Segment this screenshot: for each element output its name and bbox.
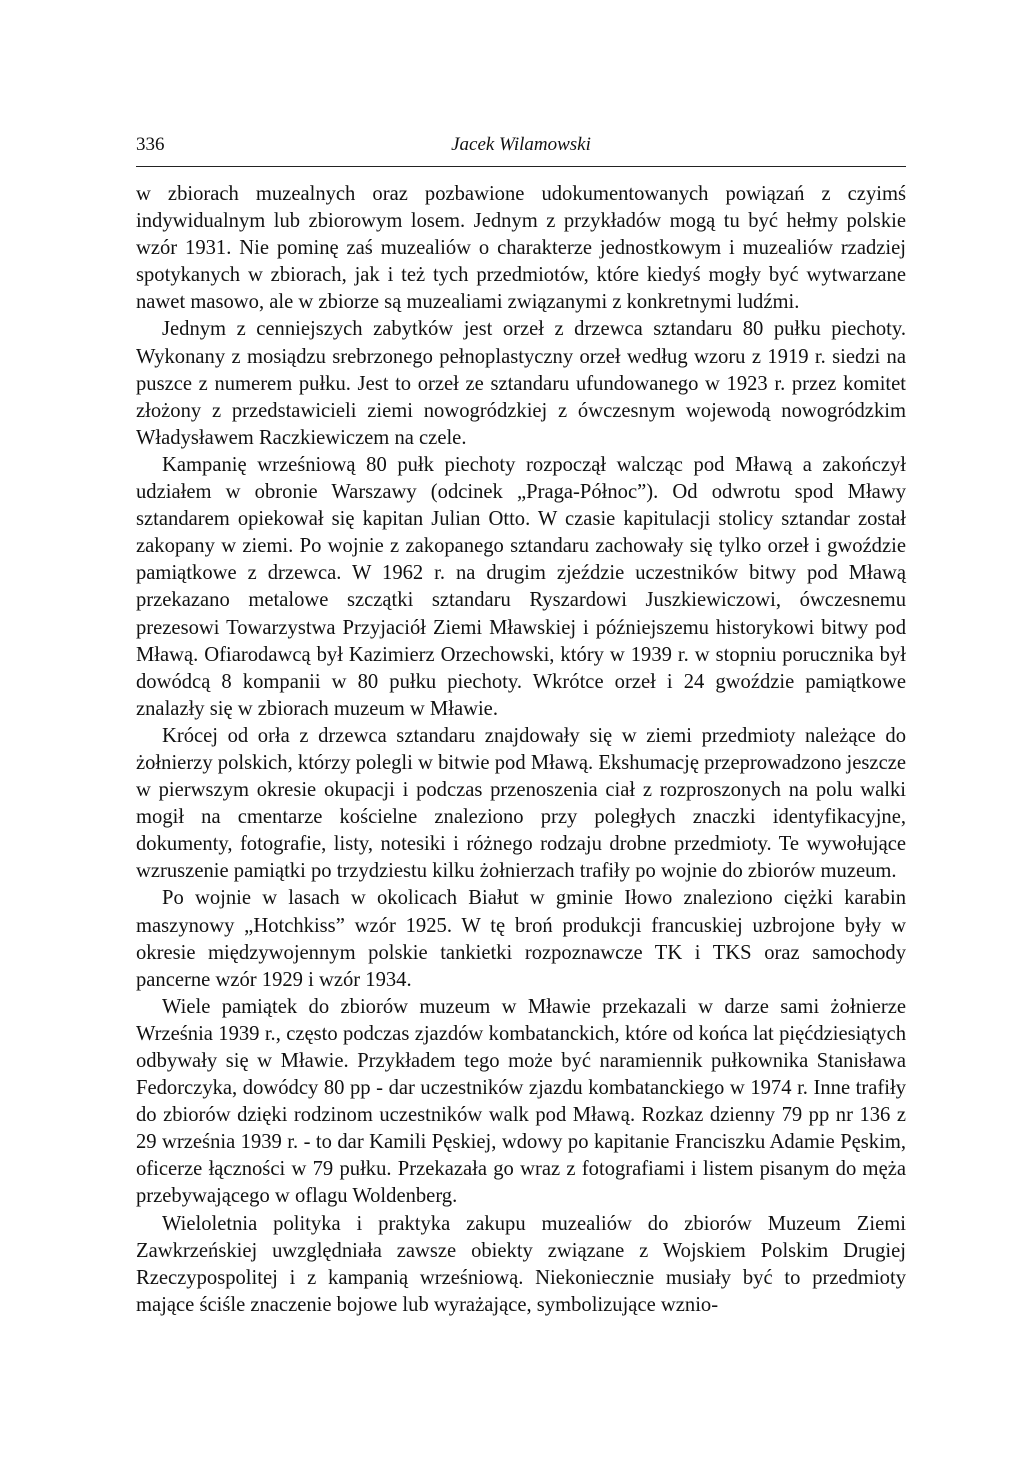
paragraph: w zbiorach muzealnych oraz pozbawione udokumentowanych powiązań z czyimś indywidualnym lub zbiorowym losem. Jednym z przykładów mogą tu być hełmy polskie wzór 1931. Nie pominę zaś muzealiów o charakterze jednostkowym i muzealiów rzadziej spotykanych w zbiorach, jak i też tych przedmiotów, które kiedyś mogły być wytwarzane nawet masowo, ale w zbiorze są muzealiami związanymi z konkretnymi ludźmi.: [136, 183, 906, 314]
paragraph: Wieloletnia polityka i praktyka zakupu muzealiów do zbiorów Muzeum Ziemi Zawkrzeńskiej uwzględniała zawsze obiekty związane z Wojskiem Polskim Drugiej Rzeczypospolitej i z kampanią wrześniową. Niekoniecznie musiały być to przedmioty mające ściśle znaczenie bojowe lub wyrażające, symbolizujące wznio-: [136, 1212, 906, 1316]
page-number: 336: [136, 134, 165, 155]
paragraph: Kampanię wrześniową 80 pułk piechoty rozpoczął walcząc pod Mławą a zakończył udziałem w obronie Warszawy (odcinek „Praga-Północ”). Od odwrotu spod Mławy sztandarem opiekował się kapitan Julian Otto. W czasie kapitulacji stolicy sztandar został zakopany w ziemi. Po wojnie z zakopanego sztandaru zachowały się tylko orzeł i gwoździe pamiątkowe z drzewca. W 1962 r. na drugim zjeździe uczestników bitwy pod Mławą przekazano metalowe szczątki sztandaru Ryszardowi Juszkiewiczowi, ówczesnemu prezesowi Towarzystwa Przyjaciół Ziemi Mławskiej i późniejszemu historykowi bitwy pod Mławą. Ofiarodawcą był Kazimierz Orzechowski, który w 1939 r. w stopniu porucznika był dowódcą 8 kompanii w 80 pułku piechoty. Wkrótce orzeł i 24 gwoździe pamiątkowe znalazły się w zbiorach muzeum w Mławie.: [136, 453, 906, 720]
running-head: Jacek Wilamowski: [451, 134, 591, 155]
paragraph: Wiele pamiątek do zbiorów muzeum w Mławie przekazali w darze sami żołnierze Września 1939 r., często podczas zjazdów kombatanckich, które od końca lat pięćdziesiątych odbywały się w Mławie. Przykładem tego może być naramiennik pułkownika Stanisława Fedorczyka, dowódcy 80 pp - dar uczestników zjazdu kombatanckiego w 1974 r. Inne trafiły do zbiorów dzięki rodzinom uczestników walk pod Mławą. Rozkaz dzienny 79 pp nr 136 z 29 września 1939 r. - to dar Kamili Pęskiej, wdowy po kapitanie Franciszku Adamie Pęskim, oficerze łączności w 79 pułku. Przekazała go wraz z fotografiami i listem pisanym do męża przebywającego w oflagu Woldenberg.: [136, 995, 906, 1208]
body-text: [136, 181, 906, 1319]
paragraph: Jednym z cenniejszych zabytków jest orzeł z drzewca sztandaru 80 pułku piechoty. Wykonany z mosiądzu srebrzonego pełnoplastyczny orzeł według wzoru z 1919 r. siedzi na puszce z numerem pułku. Jest to orzeł ze sztandaru ufundowanego w 1923 r. przez komitet złożony z przedstawicieli ziemi nowogródzkiej z ówczesnym wojewodą nowogródzkim Władysławem Raczkiewiczem na czele.: [136, 318, 906, 449]
document-page: [136, 128, 906, 1319]
page-header: [136, 128, 906, 167]
paragraph: Krócej od orła z drzewca sztandaru znajdowały się w ziemi przedmioty należące do żołnierzy polskich, którzy polegli w bitwie pod Mławą. Ekshumację przeprowadzono jeszcze w pierwszym okresie okupacji i podczas przenoszenia ciał z rozproszonych na polu walki mogił na cmentarze kościelne znaleziono przy poległych znaczki identyfikacyjne, dokumenty, fotografie, listy, notesiki i różnego rodzaju drobne przedmioty. Te wywołujące wzruszenie pamiątki po trzydziestu kilku żołnierzach trafiły po wojnie do zbiorów muzeum.: [136, 724, 906, 883]
paragraph: Po wojnie w lasach w okolicach Białut w gminie Iłowo znaleziono ciężki karabin maszynowy „Hotchkiss” wzór 1925. W tę broń produkcji francuskiej uzbrojone były w okresie międzywojennym polskie tankietki rozpoznawcze TK i TKS oraz samochody pancerne wzór 1929 i wzór 1934.: [136, 887, 906, 991]
